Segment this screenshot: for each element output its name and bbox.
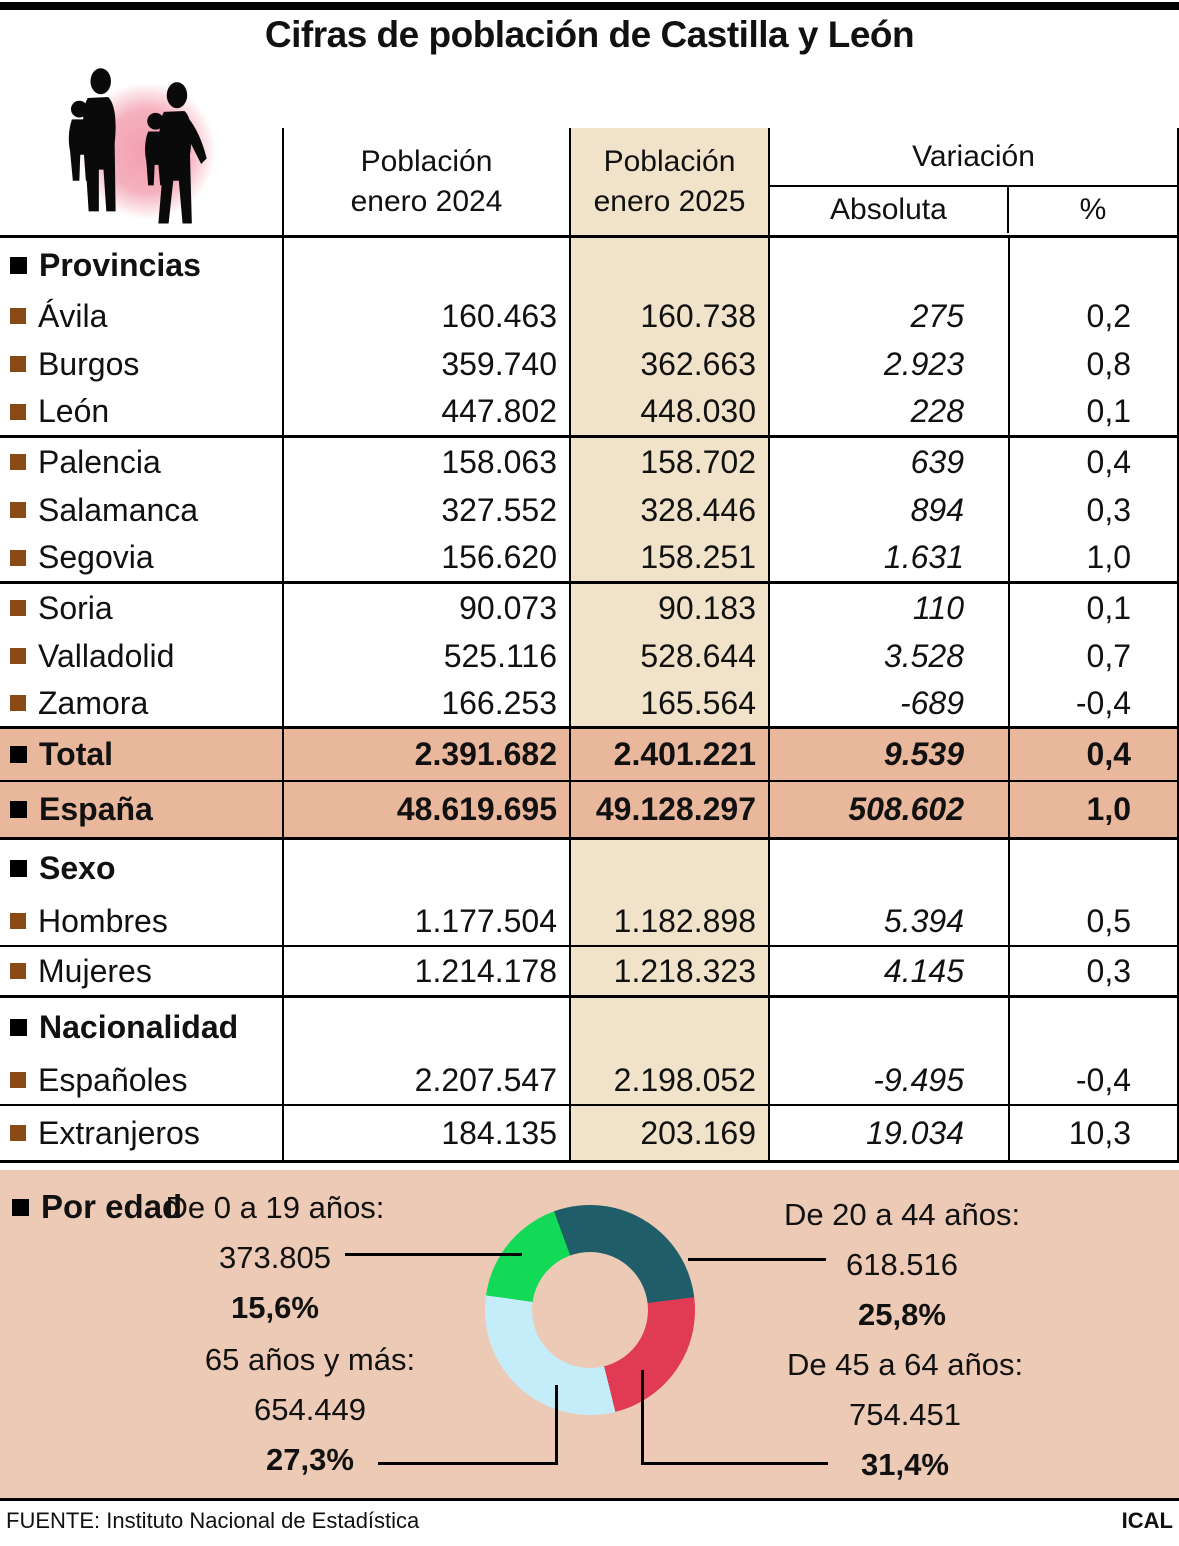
variation-label: Variación — [770, 128, 1177, 187]
square-bullet-icon — [10, 308, 26, 324]
square-bullet-icon — [10, 404, 26, 420]
age-group-20-44 — [740, 1190, 1064, 1340]
agency-credit: ICAL — [1121, 1508, 1173, 1533]
age-group-label: 65 años y más: — [204, 1342, 416, 1377]
age-group-value: 618.516 — [845, 1247, 959, 1282]
square-bullet-icon — [10, 257, 27, 274]
row-label: Valladolid — [38, 637, 175, 674]
by-age-section-title: Por edad — [12, 1188, 182, 1226]
row-label: Total — [39, 736, 114, 772]
square-bullet-icon — [10, 860, 27, 877]
percent-label: % — [1079, 193, 1107, 226]
table-row-burgos: Burgos 359.740 362.663 2.923 0,8 — [0, 340, 1179, 388]
row-label: España — [39, 791, 153, 827]
square-bullet-icon — [10, 746, 27, 763]
age-group-45-64 — [745, 1340, 1065, 1490]
square-bullet-icon — [10, 1125, 26, 1141]
callout-line-45-64-vertical — [641, 1370, 644, 1465]
square-bullet-icon — [10, 356, 26, 372]
square-bullet-icon — [10, 695, 26, 711]
divider — [0, 1160, 1179, 1163]
top-rule — [0, 2, 1179, 10]
age-group-label: De 0 a 19 años: — [165, 1190, 385, 1225]
square-bullet-icon — [10, 801, 27, 818]
row-label: Mujeres — [38, 952, 152, 989]
callout-line-65-vertical — [555, 1385, 558, 1465]
age-group-percent: 15,6% — [231, 1290, 319, 1325]
row-label: Extranjeros — [38, 1114, 200, 1151]
table-row-nacionalidad — [0, 998, 1179, 1056]
row-label: Palencia — [38, 443, 161, 480]
footer — [0, 1508, 1179, 1534]
table-row-leon: León 447.802 448.030 228 0,1 — [0, 388, 1179, 435]
row-label: Provincias — [39, 246, 201, 283]
table-row-avila: Ávila 160.463 160.738 275 0,2 — [0, 292, 1179, 340]
table-row-mujeres: Mujeres 1.214.178 1.218.323 4.145 0,3 — [0, 947, 1179, 995]
table-row-segovia: Segovia 156.620 158.251 1.631 1,0 — [0, 534, 1179, 581]
by-age-panel — [0, 1170, 1179, 1501]
row-label: Segovia — [38, 539, 154, 575]
row-label: Españoles — [38, 1061, 188, 1098]
square-bullet-icon — [10, 1072, 26, 1088]
column-header-2025: Población enero 2025 — [571, 128, 770, 235]
square-bullet-icon — [10, 913, 26, 929]
square-bullet-icon — [10, 454, 26, 470]
age-group-value: 754.451 — [848, 1397, 962, 1432]
table-row-zamora: Zamora 166.253 165.564 -689 -0,4 — [0, 680, 1179, 726]
row-label: Burgos — [38, 345, 140, 382]
table-row-salamanca: Salamanca 327.552 328.446 894 0,3 — [0, 486, 1179, 534]
table-row-espanoles: Españoles 2.207.547 2.198.052 -9.495 -0,4 — [0, 1056, 1179, 1104]
age-group-percent: 25,8% — [858, 1297, 946, 1332]
square-bullet-icon — [10, 1019, 27, 1036]
table-row-provincias — [0, 238, 1179, 292]
column-header-variation — [770, 128, 1179, 235]
square-bullet-icon — [10, 963, 26, 979]
table-row-espana: España 48.619.695 49.128.297 508.602 1,0 — [0, 782, 1179, 837]
age-group-0-19 — [115, 1183, 435, 1333]
page-title: Cifras de población de Castilla y León — [264, 14, 915, 55]
table-row-sexo — [0, 840, 1179, 897]
row-label: Zamora — [38, 684, 149, 721]
source-credit: FUENTE: Instituto Nacional de Estadística — [6, 1508, 420, 1533]
square-bullet-icon — [10, 648, 26, 664]
square-bullet-icon — [10, 502, 26, 518]
population-table — [0, 128, 1179, 1163]
age-group-value: 654.449 — [253, 1392, 367, 1427]
row-label: Salamanca — [38, 491, 199, 528]
age-group-label: De 20 a 44 años: — [783, 1197, 1021, 1232]
absolute-label: Absoluta — [770, 187, 1009, 233]
age-group-percent: 27,3% — [266, 1442, 354, 1477]
age-group-label: De 45 a 64 años: — [786, 1347, 1024, 1382]
table-row-soria: Soria 90.073 90.183 110 0,1 — [0, 584, 1179, 632]
donut-hole — [532, 1252, 648, 1368]
table-header — [0, 128, 1179, 235]
row-label: Hombres — [38, 902, 168, 939]
square-bullet-icon — [10, 550, 26, 566]
table-row-extranjeros: Extranjeros 184.135 203.169 19.034 10,3 — [0, 1106, 1179, 1160]
row-label: Soria — [38, 589, 113, 626]
row-label: Sexo — [39, 850, 116, 886]
column-header-2024: Población enero 2024 — [284, 128, 571, 235]
row-label: Ávila — [38, 297, 108, 334]
table-row-palencia: Palencia 158.063 158.702 639 0,4 — [0, 438, 1179, 486]
table-row-hombres: Hombres 1.177.504 1.182.898 5.394 0,5 — [0, 897, 1179, 945]
age-group-65-plus — [150, 1335, 470, 1485]
table-row-valladolid: Valladolid 525.116 528.644 3.528 0,7 — [0, 632, 1179, 680]
age-donut-chart — [485, 1205, 695, 1415]
age-group-percent: 31,4% — [861, 1447, 949, 1482]
table-row-total: Total 2.391.682 2.401.221 9.539 0,4 — [0, 729, 1179, 780]
age-group-value: 373.805 — [218, 1240, 332, 1275]
square-bullet-icon — [10, 600, 26, 616]
header-empty-cell — [0, 128, 284, 235]
row-label: Nacionalidad — [39, 1008, 239, 1045]
square-bullet-icon — [12, 1199, 29, 1216]
row-label: León — [38, 393, 110, 429]
